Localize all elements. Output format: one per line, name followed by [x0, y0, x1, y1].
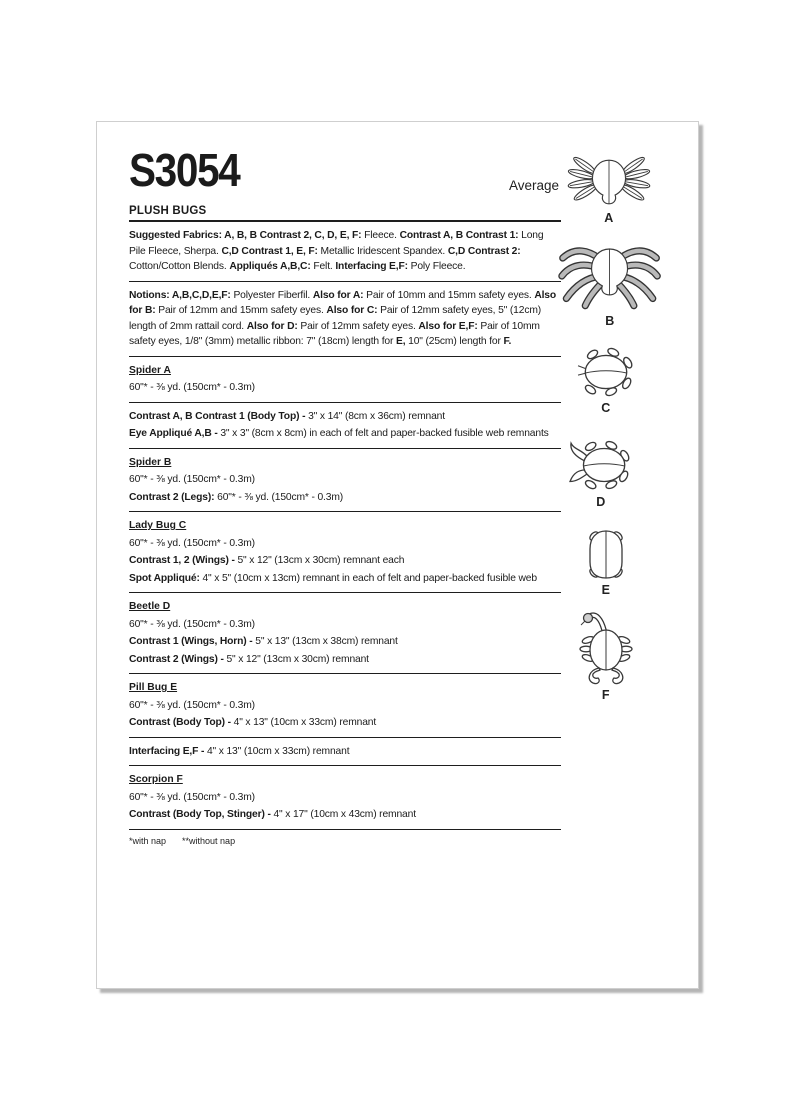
figure-view-a	[565, 155, 653, 225]
section-heading: Spider A	[129, 364, 171, 376]
section-spider-a	[129, 363, 561, 396]
section-scorpion-f	[129, 772, 561, 823]
nap-footnote	[129, 836, 561, 846]
contrast-line: Contrast (Body Top, Stinger) - 4" x 17" (10cm x 43cm) remnant	[129, 809, 416, 820]
section-heading: Pill Bug E	[129, 682, 178, 693]
divider	[129, 673, 561, 674]
figure-label: A	[604, 211, 614, 225]
contrast-line: Contrast 2 (Legs): 60"* - ⅜ yd. (150cm* - 0.3m)	[129, 491, 344, 503]
contrast-line: Contrast A, B Contrast 1 (Body Top) - 3" x 14" (8cm x 36cm) remnant	[129, 410, 445, 422]
section-spider-b	[129, 455, 561, 506]
section-pill-bug-e	[129, 680, 561, 731]
section-contrast-a-b	[129, 409, 561, 442]
with-nap-note: *with nap	[129, 835, 167, 846]
figure-view-e	[585, 527, 627, 597]
contrast-line: Contrast 1 (Wings, Horn) - 5" x 13" (13cm x 38cm) remnant	[129, 636, 398, 647]
figure-view-b	[552, 240, 668, 328]
section-lady-bug-c	[129, 518, 561, 586]
pattern-envelope-back	[96, 121, 699, 989]
figure-label: E	[601, 583, 611, 597]
applique-line: Spot Appliqué: 4" x 5" (10cm x 13cm) remnant in each of felt and paper-backed fusible web	[129, 572, 537, 584]
divider	[129, 511, 561, 512]
figure-label: C	[601, 401, 611, 415]
suggested-fabrics-paragraph: Suggested Fabrics: A, B, B Contrast 2, C, D, E, F: Fleece. Contrast A, B Contrast 1: Long Pile Fleece, Sherpa. C,D Contrast 1, E, F: Metallic Iridescent Spandex. C,D Contrast 2: Cotton/Cotton Blends. Appliqués A,B,C: Felt. Interfacing E,F: Poly Fleece.	[129, 230, 544, 272]
figure-view-c	[577, 345, 635, 415]
figure-view-f	[579, 606, 633, 702]
spider-b-icon	[552, 240, 668, 312]
beetle-d-icon	[569, 437, 633, 493]
interfacing-line: Interfacing E,F - 4" x 13" (10cm x 33cm) remnant	[129, 745, 350, 757]
yardage-line: 60"* - ⅜ yd. (150cm* - 0.3m)	[129, 382, 255, 393]
difficulty-badge: Average	[508, 178, 559, 193]
notions-paragraph: Notions: A,B,C,D,E,F: Polyester Fiberfil. Also for A: Pair of 10mm and 15mm safety eyes. Also for B: Pair of 12mm and 15mm safety eyes. Also for C: Pair of 12mm safety eyes, 5" (12cm) length of 2mm rattail cord. Also for D: Pair of 12mm safety eyes. Also for E,F: Pair of 10mm safety eyes, 1/8" (3mm) metallic ribbon: 7" (18cm) length for E, 10" (25cm) length for F.	[129, 289, 557, 347]
contrast-line: Contrast (Body Top) - 4" x 13" (10cm x 33cm) remnant	[129, 717, 377, 728]
lady-bug-c-icon	[577, 345, 635, 399]
divider	[129, 402, 561, 403]
figure-view-d	[569, 437, 633, 509]
divider	[129, 356, 561, 357]
yardage-line: 60"* - ⅜ yd. (150cm* - 0.3m)	[129, 699, 255, 711]
yardage-line: 60"* - ⅜ yd. (150cm* - 0.3m)	[129, 618, 255, 630]
divider	[129, 220, 561, 222]
figure-label: B	[605, 314, 615, 328]
applique-line: Eye Appliqué A,B - 3" x 3" (8cm x 8cm) in each of felt and paper-backed fusible web remnants	[129, 428, 549, 439]
section-heading: Spider B	[129, 456, 172, 468]
section-heading: Scorpion F	[129, 774, 183, 785]
without-nap-note: **without nap	[182, 835, 236, 846]
spider-a-icon	[565, 155, 653, 209]
divider	[129, 829, 561, 830]
section-beetle-d	[129, 599, 561, 667]
pill-bug-e-icon	[585, 527, 627, 581]
page-title: PLUSH BUGS	[129, 205, 207, 217]
divider	[129, 281, 561, 282]
figure-label: F	[601, 688, 611, 702]
section-heading: Beetle D	[129, 601, 171, 612]
divider	[129, 765, 561, 766]
divider	[129, 737, 561, 738]
yardage-line: 60"* - ⅜ yd. (150cm* - 0.3m)	[129, 474, 255, 485]
scorpion-f-icon	[579, 606, 633, 686]
section-interfacing	[129, 744, 561, 760]
contrast-line: Contrast 1, 2 (Wings) - 5" x 12" (13cm x 30cm) remnant each	[129, 555, 405, 566]
yardage-line: 60"* - ⅜ yd. (150cm* - 0.3m)	[129, 537, 255, 549]
pattern-number: S3054	[129, 144, 240, 196]
section-heading: Lady Bug C	[129, 520, 187, 531]
text-column	[129, 144, 561, 855]
contrast-line: Contrast 2 (Wings) - 5" x 12" (13cm x 30cm) remnant	[129, 653, 369, 665]
yardage-line: 60"* - ⅜ yd. (150cm* - 0.3m)	[129, 791, 255, 803]
divider	[129, 448, 561, 449]
figure-label: D	[596, 495, 606, 509]
divider	[129, 592, 561, 593]
